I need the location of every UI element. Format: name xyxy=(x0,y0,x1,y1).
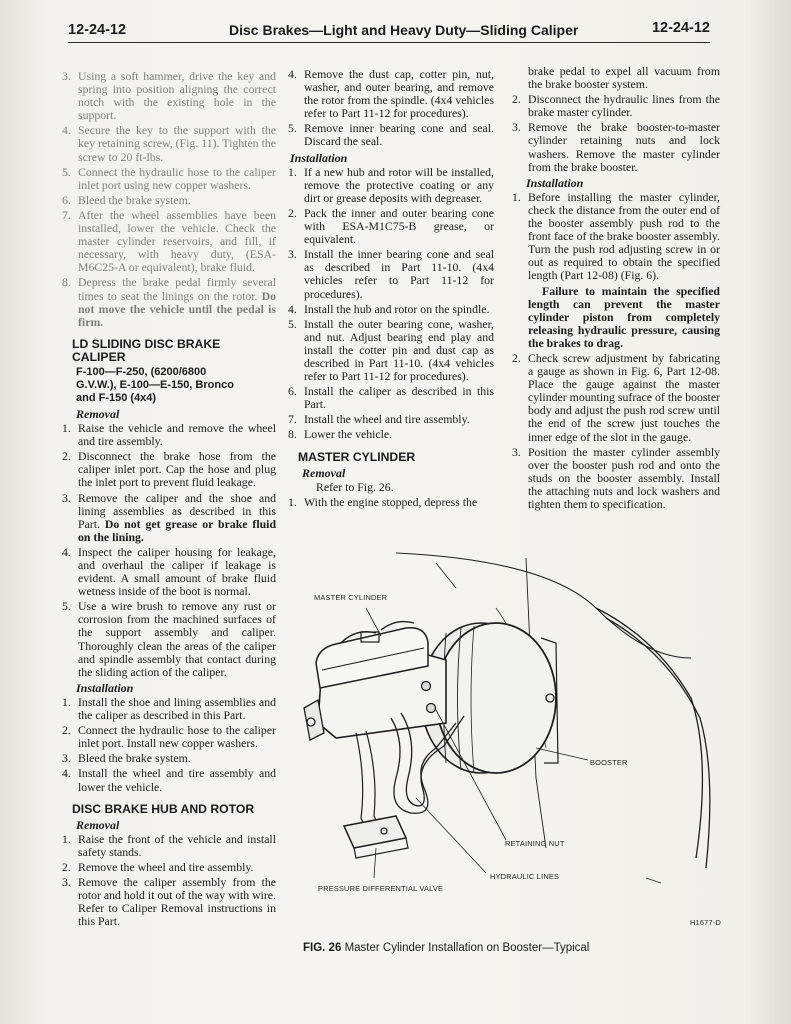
list-item: 6. Bleed the brake system. xyxy=(62,192,191,207)
list-item: 5. Install the outer bearing cone, washer, and nut. Adjust bearing end play and install the cotter pin and dust cap as described in Part 11-10. (4x4 vehicles refer to Part 11-12 for procedures). xyxy=(288,316,494,384)
faded-steps xyxy=(62,70,276,329)
figure-number: FIG. 26 xyxy=(303,942,342,954)
list-item: 3. Install the inner bearing cone and seal as described in Part 11-10. (4x4 vehicles refer to Part 11-12 for procedures). xyxy=(288,247,494,301)
list-item: 3. Position the master cylinder assembly over the booster push rod and onto the studs on the booster assembly. Install the attaching nuts and lock washers and tighten them to specification. xyxy=(512,444,720,511)
list-item: 2. Disconnect the hydraulic lines from the brake master cylinder. xyxy=(512,92,720,120)
list-item: 3. Remove the caliper and the shoe and lining assemblies as described in this Part. Do not get grease or brake fluid on the lining. xyxy=(62,490,277,544)
list-item: 4. Remove the dust cap, cotter pin, nut, washer, and outer bearing, and remove the rotor from the spindle. (4x4 vehicles refer to Part 11-12 for procedures). xyxy=(288,67,494,121)
page-number-right: 12-24-12 xyxy=(651,20,710,36)
list-item: 1. Install the shoe and lining assemblies and the caliper as described in this Part. xyxy=(62,694,276,723)
list-item: 2. Remove the wheel and tire assembly. xyxy=(62,859,254,874)
page-number-left: 12-24-12 xyxy=(68,22,127,38)
subheading-installation: Installation xyxy=(76,680,134,695)
list-item: 4. Secure the key to the support with the key retaining screw, (Fig. 11). Tighten the screw to 20 ft-lbs. xyxy=(62,123,276,164)
subheading-installation: Installation xyxy=(526,175,584,190)
list-item: 6. Install the caliper as described in this Part. xyxy=(288,384,494,412)
list-item: 2. Connect the hydraulic hose to the caliper inlet port. Install new copper washers. xyxy=(62,723,276,751)
subheading-removal: Removal xyxy=(302,465,346,480)
page-title: Disc Brakes—Light and Heavy Duty—Sliding Caliper xyxy=(229,22,579,38)
callout-retaining-nut: RETAINING NUT xyxy=(505,839,565,848)
list-item: 5. Connect the hydraulic hose to the caliper inlet port using new copper washers. xyxy=(62,164,276,192)
list-item: 5. Remove inner bearing cone and seal. Discard the seal. xyxy=(288,121,494,149)
list-item: 3. Using a soft hammer, drive the key and spring into position aligning the correct notch with the existing hole in the support. xyxy=(62,69,276,123)
callout-hydraulic-lines: HYDRAULIC LINES xyxy=(490,872,560,881)
subheading-removal: Removal xyxy=(76,817,120,832)
list-item: 4. Install the hub and rotor on the spindle. xyxy=(288,301,490,316)
figure-reference: Refer to Fig. 26. xyxy=(316,479,394,494)
list-item: 2. Pack the inner and outer bearing cone with ESA-M1C75-B grease, or equivalent. xyxy=(288,205,494,247)
list-item: 3. Remove the brake booster-to-master cylinder retaining nuts and lock washers. Remove the master cylinder from the brake booster. xyxy=(512,120,720,174)
subheading-removal: Removal xyxy=(76,406,120,421)
list-item: 1. If a new hub and rotor will be installed, remove the protective coating or any dirt or grease deposits with degreaser. xyxy=(288,164,494,205)
list-item: 7. After the wheel assemblies have been installed, lower the vehicle. Check the master cylinder reservoirs, and fill, if necessary, with heavy duty, (ESA-M6C25-A or equivalent), brake fluid. xyxy=(62,207,276,275)
list-item: 4. Install the wheel and tire assembly and lower the vehicle. xyxy=(62,766,276,794)
list-item: 7. Install the wheel and tire assembly. xyxy=(288,412,470,427)
list-item: 1. Raise the front of the vehicle and install safety stands. xyxy=(62,831,276,859)
column-right xyxy=(512,65,720,513)
list-item: 3. Bleed the brake system. xyxy=(62,751,191,766)
list-item: 1. Before installing the master cylinder, check the distance from the outer end of the booster assembly push rod to the front face of the brake booster assembly. Turn the push rod adjusting screw in or out as required to obtain the specified length (Part 12-08) (Fig. 6). xyxy=(512,189,720,283)
list-item: 2. Disconnect the brake hose from the caliper inlet port. Cap the hose and plug the inlet port to prevent fluid leakage. xyxy=(62,449,276,490)
callout-pressure-valve: PRESSURE DIFFERENTIAL VALVE xyxy=(318,884,444,893)
list-item: 8. Depress the brake pedal firmly several times to seat the linings on the rotor. Do not move the vehicle until the pedal is firm. xyxy=(62,275,276,329)
callout-master-cylinder: MASTER CYLINDER xyxy=(314,593,388,602)
list-item: 1. With the engine stopped, depress the xyxy=(288,494,478,509)
figure-caption xyxy=(303,942,589,954)
list-item: 1. Raise the vehicle and remove the wheel and tire assembly. xyxy=(62,421,276,449)
section-heading-hub-rotor: DISC BRAKE HUB AND ROTOR xyxy=(72,801,255,816)
column-left xyxy=(62,70,276,930)
list-item: 5. Use a wire brush to remove any rust or corrosion from the machined surfaces of the support assembly and caliper. Thoroughly clean the areas of the caliper and spindle assembly that contact during the sliding action of the caliper. xyxy=(62,599,276,679)
figure-code: H1677-D xyxy=(690,918,721,927)
list-item: 2. Check screw adjustment by fabricating a gauge as shown in Fig. 6, Part 12-08. Place the gauge against the master cylinder mounting sufrace of the booster body and adjust the push rod screw until the end of the screw just touches the inner edge of the slot in the gauge. xyxy=(512,350,720,444)
list-item: 3. Remove the caliper assembly from the rotor and hold it out of the way with wire. Refer to Caliper Removal instructions in this Part. xyxy=(62,875,276,929)
subheading-installation: Installation xyxy=(290,150,348,165)
vehicle-specs: F-100—F-250, (6200/6800 G.V.W.), E-100—E-150, Bronco and F-150 (4x4) xyxy=(76,365,234,404)
figure-caption-text: Master Cylinder Installation on Booster—Typical xyxy=(344,942,590,954)
column-middle xyxy=(288,68,494,511)
page-header xyxy=(68,20,710,43)
list-item: 8. Lower the vehicle. xyxy=(288,427,393,442)
callout-booster: BOOSTER xyxy=(590,758,628,767)
section-heading-master-cylinder: MASTER CYLINDER xyxy=(298,449,416,464)
list-item: 4. Inspect the caliper housing for leakage, and overhaul the caliper if leakage is evident. A small amount of brake fluid wetness inside of the boot is normal. xyxy=(62,544,276,599)
warning-text: Failure to maintain the specified length can prevent the master cylinder piston from completely releasing hydraulic pressure, causing the brakes to drag. xyxy=(528,283,720,350)
continued-text: brake pedal to expel all vacuum from the brake booster system. xyxy=(528,64,720,92)
section-heading-caliper: LD SLIDING DISC BRAKE CALIPER xyxy=(72,336,221,364)
